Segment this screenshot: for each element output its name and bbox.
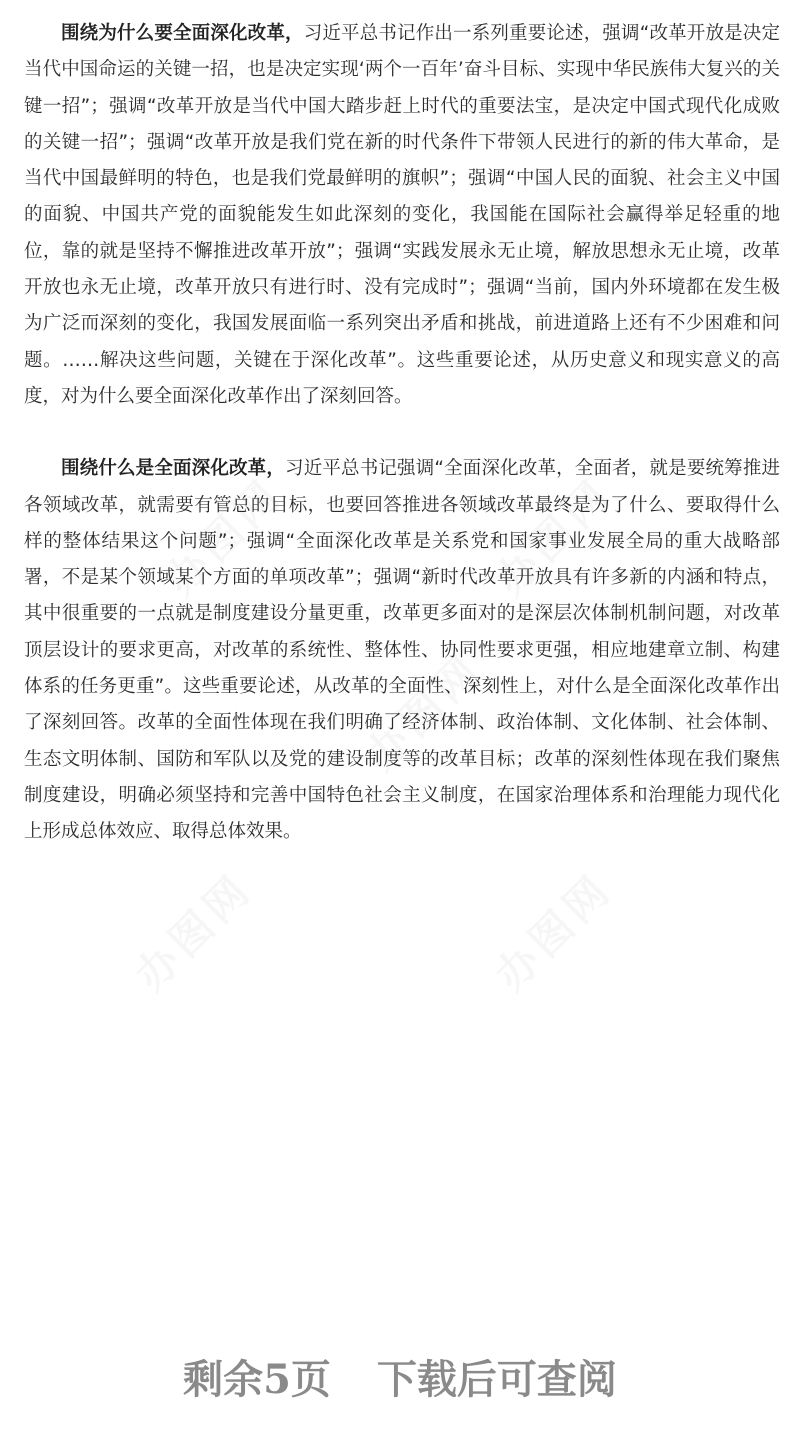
paragraph-1-lead: 围绕为什么要全面深化改革， (61, 23, 304, 44)
paragraph-1-body: 习近平总书记作出一系列重要论述，强调“改革开放是决定当代中国命运的关键一招，也是决定实现‘两个一百年’奋斗目标、实现中华民族伟大复兴的关键一招”；强调“改革开放是当代中国大踏步赶上时代的重要法宝，是决定中国式现代化成败的关键一招”；强调“改革开放是我们党在新的时代条件下带领人民进行的新的伟大革命，是当代中国最鲜明的特色，也是我们党最鲜明的旗帜”；强调“中国人民的面貌、社会主义中国的面貌、中国共产党的面貌能发生如此深刻的变化，我国能在国际社会赢得举足轻重的地位，靠的就是坚持不懈推进改革开放”；强调“实践发展永无止境，解放思想永无止境，改革开放也永无止境，改革开放只有进行时、没有完成时”；强调“当前，国内外环境都在发生极为广泛而深刻的变化，我国发展面临一系列突出矛盾和挑战，前进道路上还有不少困难和问题。……解决这些问题，关键在于深化改革”。这些重要论述，从历史意义和现实意义的高度，对为什么要全面深化改革作出了深刻回答。 (24, 23, 780, 407)
download-to-view-text: 下载后可查阅 (376, 1356, 617, 1403)
watermark (120, 858, 264, 1002)
document-body (24, 16, 780, 851)
download-prompt[interactable] (0, 1348, 800, 1405)
paragraph-1 (24, 16, 780, 415)
paragraph-2 (24, 451, 780, 850)
paragraph-2-lead: 围绕什么是全面深化改革， (61, 458, 286, 480)
watermark (480, 858, 624, 1002)
remaining-pages-text: 剩余5页 (183, 1356, 331, 1403)
paragraph-2-body: 习近平总书记强调“全面深化改革，全面者，就是要统筹推进各领域改革，就需要有管总的目标，也要回答推进各领域改革最终是为了什么、要取得什么样的整体结果这个问题”；强调“全面深化改革是关系党和国家事业发展全局的重大战略部署，不是某个领域某个方面的单项改革”；强调“新时代改革开放具有许多新的内涵和特点，其中很重要的一点就是制度建设分量更重，改革更多面对的是深层次体制机制问题，对改革顶层设计的要求更高，对改革的系统性、整体性、协同性要求更强，相应地建章立制、构建体系的任务更重”。这些重要论述，从改革的全面性、深刻性上，对什么是全面深化改革作出了深刻回答。改革的全面性体现在我们明确了经济体制、政治体制、文化体制、社会体制、生态文明体制、国防和军队以及党的建设制度等的改革目标；改革的深刻性体现在我们聚焦制度建设，明确必须坚持和完善中国特色社会主义制度，在国家治理体系和治理能力现代化上形成总体效应、取得总体效果。 (24, 458, 780, 843)
